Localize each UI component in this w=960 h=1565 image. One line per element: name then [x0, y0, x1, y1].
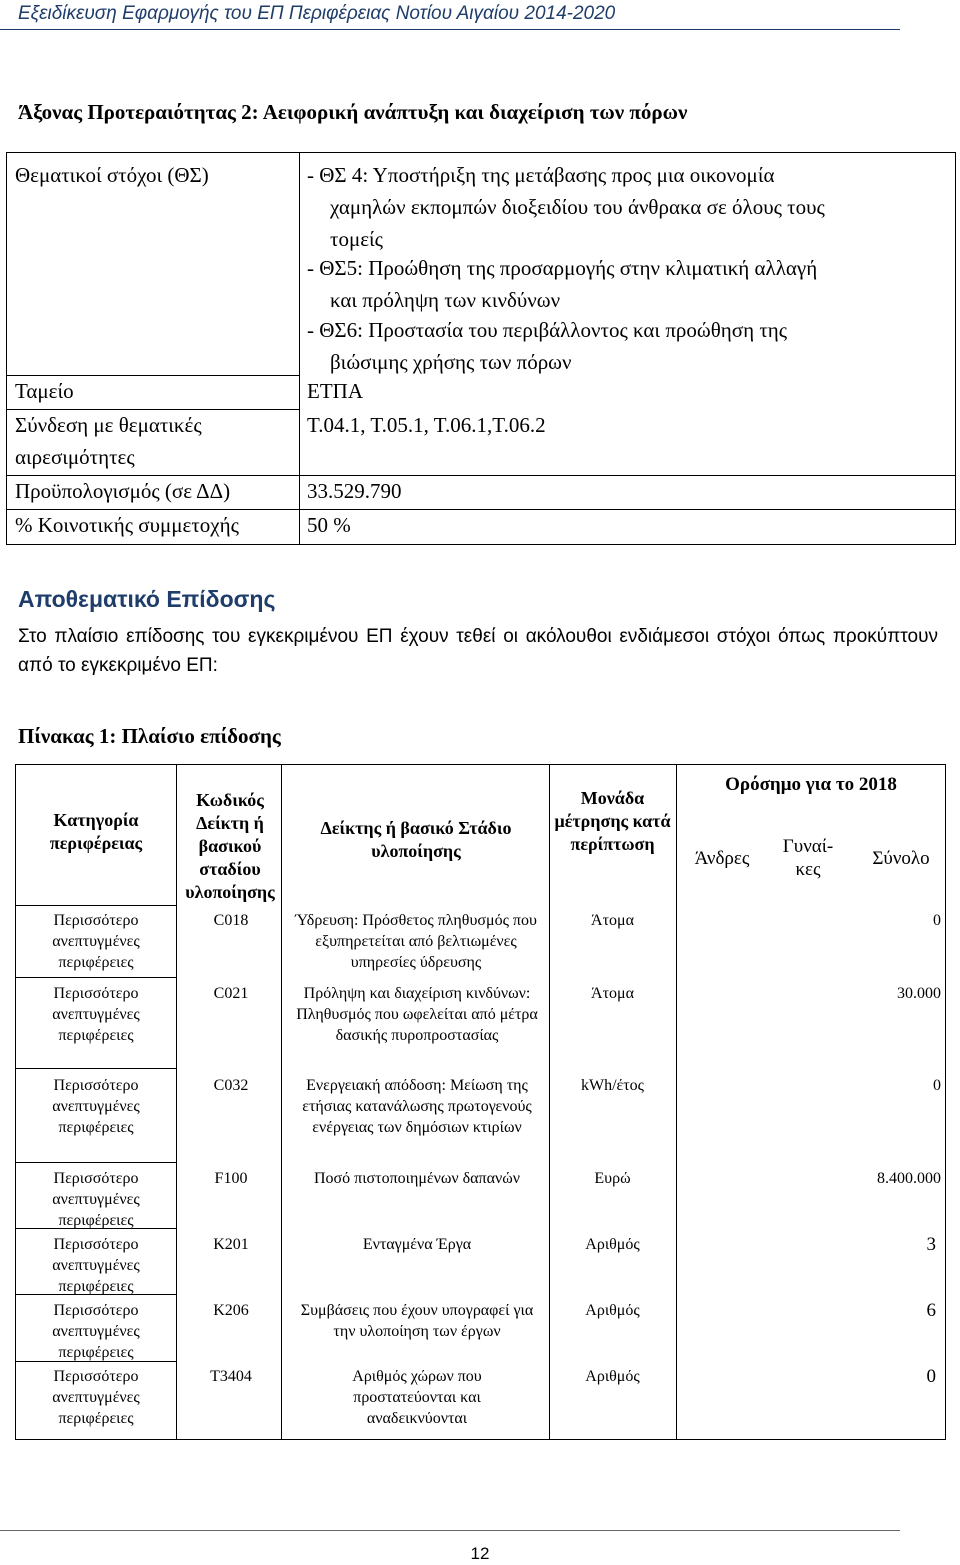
running-header — [18, 0, 942, 32]
table-caption: Πίνακας 1: Πλαίσιο επίδοσης — [18, 724, 281, 748]
header-code: Κωδικός Δείκτη ή βασικού σταδίου υλοποίησης — [185, 790, 275, 902]
footer-divider — [0, 1530, 900, 1531]
table-cell-total: 8.400.000 — [877, 1170, 941, 1187]
table-cell-indicator: Συμβάσεις που έχουν υπογραφεί για την υλοποίηση των έργων — [300, 1302, 534, 1340]
column-divider — [676, 765, 677, 1439]
goal-line: χαμηλών εκπομπών διοξειδίου του άνθρακα σε όλους τους — [330, 195, 825, 219]
header-title: Εξειδίκευση Εφαρμογής του ΕΠ Περιφέρειας Νοτίου Αιγαίου 2014-2020 — [18, 3, 616, 24]
header-category: Κατηγορία περιφέρειας — [49, 810, 143, 853]
table-cell-code: C032 — [213, 1077, 249, 1094]
column-divider — [176, 765, 177, 1439]
budget-value: 33.529.790 — [307, 479, 402, 503]
table-cell-code: K206 — [213, 1302, 249, 1319]
table-cell-total: 6 — [926, 1300, 936, 1321]
table-cell-indicator: Ύδρευση: Πρόσθετος πληθυσμός που εξυπηρετείται από βελτιωμένες υπηρεσίες ύδρευσης — [295, 912, 537, 971]
goal-line: βιώσιμης χρήσης των πόρων — [330, 350, 572, 374]
header-women-line: κες — [795, 859, 821, 880]
goal-item — [307, 314, 927, 378]
table-cell-category: Περισσότερο ανεπτυγμένες περιφέρειες — [52, 912, 140, 971]
table-cell-code: K201 — [213, 1236, 249, 1253]
table-cell-total: 30.000 — [897, 985, 941, 1002]
table-cell-unit: Άτομα — [591, 912, 634, 929]
header-milestone: Ορόσημο για το 2018 — [725, 774, 897, 795]
info-table — [6, 152, 956, 545]
page-number: 12 — [470, 1544, 490, 1563]
community-label: % Κοινοτικής συμμετοχής — [15, 513, 239, 537]
fund-value: ΕΤΠΑ — [307, 379, 363, 403]
axis-title: Άξονας Προτεραιότητας 2: Αειφορική ανάπτυξη και διαχείριση των πόρων — [18, 100, 688, 124]
row-divider — [16, 905, 176, 906]
table-cell-total: 0 — [933, 1077, 941, 1094]
table-cell-category: Περισσότερο ανεπτυγμένες περιφέρειες — [52, 1368, 140, 1427]
column-divider — [299, 153, 300, 544]
table-cell-code: F100 — [214, 1170, 248, 1187]
goal-item — [307, 252, 927, 316]
goal-line: - ΘΣ 4: Υποστήριξη της μετάβασης προς μια οικονομία — [307, 163, 775, 187]
table-cell-category: Περισσότερο ανεπτυγμένες περιφέρειες — [52, 1236, 140, 1295]
header-women-line: Γυναί- — [782, 836, 834, 857]
row-divider — [16, 1162, 176, 1163]
table-cell-unit: Αριθμός — [585, 1236, 640, 1253]
column-divider — [281, 765, 282, 1439]
performance-title: Αποθεματικό Επίδοσης — [18, 586, 276, 612]
goal-item — [307, 159, 927, 255]
link-label — [15, 409, 202, 473]
table-cell-unit: Αριθμός — [585, 1302, 640, 1319]
table-cell-total: 3 — [926, 1234, 936, 1255]
header-unit: Μονάδα μέτρησης κατά περίπτωση — [554, 788, 671, 854]
table-cell-unit: Αριθμός — [585, 1368, 640, 1385]
table-cell-indicator: Πρόληψη και διαχείριση κινδύνων: Πληθυσμός που ωφελείται από μέτρα δασικής πυροπροστασίας — [296, 985, 538, 1044]
link-value: Τ.04.1, Τ.05.1, Τ.06.1,Τ.06.2 — [307, 413, 546, 437]
header-total: Σύνολο — [872, 848, 930, 869]
header-indicator: Δείκτης ή βασικό Στάδιο υλοποίησης — [320, 818, 512, 861]
table-cell-category: Περισσότερο ανεπτυγμένες περιφέρειες — [52, 985, 140, 1044]
row-divider — [16, 977, 176, 978]
goal-line: και πρόληψη των κινδύνων — [330, 288, 561, 312]
table-cell-indicator: Ποσό πιστοποιημένων δαπανών — [313, 1170, 521, 1187]
table-cell-total: 0 — [926, 1366, 936, 1387]
header-divider — [0, 29, 900, 30]
table-cell-total: 0 — [933, 912, 941, 929]
table-cell-code: C018 — [213, 912, 249, 929]
table-cell-unit: Άτομα — [591, 985, 634, 1002]
goal-line: τομείς — [330, 227, 383, 251]
table-cell-category: Περισσότερο ανεπτυγμένες περιφέρειες — [52, 1077, 140, 1136]
table-cell-indicator: Ενεργειακή απόδοση: Μείωση της ετήσιας κατανάλωσης πρωτογενούς ενέργειας των δημόσιων κτιρίων — [302, 1077, 532, 1136]
budget-label: Προϋπολογισμός (σε ΔΔ) — [15, 479, 231, 503]
table-cell-category: Περισσότερο ανεπτυγμένες περιφέρειες — [52, 1302, 140, 1361]
fund-label: Ταμείο — [15, 379, 74, 403]
table-cell-indicator: Ενταγμένα Έργα — [362, 1236, 472, 1253]
table-cell-category: Περισσότερο ανεπτυγμένες περιφέρειες — [52, 1170, 140, 1229]
thematic-label: Θεματικοί στόχοι (ΘΣ) — [15, 163, 209, 187]
performance-text: Στο πλαίσιο επίδοσης του εγκεκριμένου ΕΠ έχουν τεθεί οι ακόλουθοι ενδιάμεσοι στόχοι όπως προκύπτουν από το εγκεκριμένο ΕΠ: — [18, 626, 938, 676]
table-cell-code: T3404 — [210, 1368, 252, 1385]
row-divider — [16, 1068, 176, 1069]
header-men: Άνδρες — [694, 848, 750, 869]
table-cell-indicator: Αριθμός χώρων που προστατεύονται και αναδεικνύονται — [352, 1368, 482, 1427]
link-label-line: αιρεσιμότητες — [15, 445, 135, 469]
performance-table — [15, 764, 946, 1440]
column-divider — [549, 765, 550, 1439]
goal-line: - ΘΣ6: Προστασία του περιβάλλοντος και προώθηση της — [307, 318, 788, 342]
table-cell-unit: Ευρώ — [594, 1170, 631, 1187]
table-cell-unit: kWh/έτος — [580, 1077, 645, 1094]
link-label-line: Σύνδεση με θεματικές — [15, 413, 202, 437]
header-women — [768, 835, 848, 881]
goal-line: - ΘΣ5: Προώθηση της προσαρμογής στην κλιματική αλλαγή — [307, 256, 818, 280]
community-value: 50 % — [307, 513, 351, 537]
table-cell-code: C021 — [213, 985, 249, 1002]
